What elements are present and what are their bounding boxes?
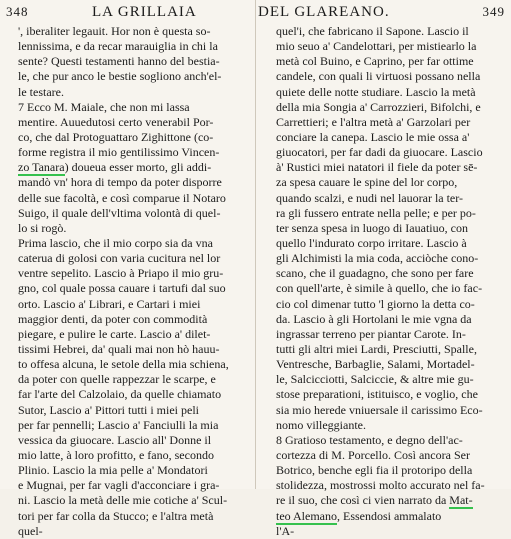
text-line: l'A-: [276, 523, 295, 538]
text-line: da poter con quelle rappezzar le scarpe, e: [18, 372, 216, 387]
text-line: con quell'arte, è simile à quello, che io fac-: [276, 281, 483, 296]
text-line: re il suo, che così ci vien narrato da Mat-: [276, 493, 473, 508]
text-line: forme registra il mio gentilissimo Vincen-: [18, 145, 220, 160]
text-line: nomo villeggiante.: [276, 417, 366, 432]
text-line: teo Alemano, Essendosi ammalato: [276, 508, 442, 523]
text-line: caterua di golosi con varia cucitura nel lor: [18, 251, 221, 266]
text-line: cio col dimenar tutto 'l giorno la detta co-: [276, 296, 475, 311]
text-line: le, che pur anco le bestie sogliono anch'el-: [18, 69, 222, 84]
text-line: 7 Ecco M. Maiale, che non mi lassa: [18, 99, 190, 114]
text-line: maggior denti, da poter con commodità: [18, 311, 208, 326]
text-line: Ventresche, Barbaglie, Salami, Mortadel-: [276, 357, 475, 372]
text-line: candele, con quali li virtuosi possano nella: [276, 69, 481, 84]
text-line: tissimi Hebrei, da' quali mai non hò hauu-: [18, 341, 220, 356]
text-line: zo Tanara) doueua esser morto, gli addi-: [18, 160, 212, 175]
text-line: lo si rogò.: [18, 220, 67, 235]
text-line: lennissima, e da recar marauiglia in chi la: [18, 39, 218, 54]
text-line: tori per far colla da Stucco; e l'altra metà: [18, 508, 214, 523]
text-line: Botrico, benche egli fia il protoripo della: [276, 463, 473, 478]
text-line: e Mugnai, per far vagli d'acconciare i gra-: [18, 478, 220, 493]
text-line: co, che dal Protoguattaro Zighittone (co-: [18, 129, 214, 144]
left-running-header: [0, 3, 255, 21]
text-line: Plinio. Lascio la mia pelle a' Mondatori: [18, 463, 208, 478]
text-line: à' Rustici miei natatori il fiele da poter sē-: [276, 160, 478, 175]
text-line: sente? Questi testamenti hanno del bestia-: [18, 54, 220, 69]
text-line: conciare la canepa. Lascio le mie ossa a': [276, 129, 470, 144]
highlighted-name: Mat-: [449, 493, 473, 508]
text-line: giuocatori, per far dadi da giuocare. Lascio: [276, 145, 483, 160]
text-line: ni. Lascio la metà delle mie cotiche a' Scul-: [18, 493, 228, 508]
right-running-header: [256, 3, 511, 21]
text-line: vessica da giuocare. Lascio all' Donne il: [18, 432, 212, 447]
right-page-number: 349: [482, 4, 505, 19]
left-page-number: 348: [6, 4, 29, 19]
text-line: stolidezza, mostrossi molto accurato nel fa-: [276, 478, 485, 493]
text-line: ra gli fussero entrate nella pelle; e per po-: [276, 205, 476, 220]
text-line: ', iberaliter legauit. Hor non è questa so-: [18, 24, 211, 38]
highlighted-name: zo Tanara: [18, 160, 65, 175]
text-line: mentire. Auuedutosi certo venerabil Por-: [18, 114, 214, 129]
text-line: stose preparationi, istituisco, e voglio, che: [276, 387, 478, 402]
highlighted-name: teo Alemano: [276, 508, 337, 523]
left-running-head: LA GRILLAIA: [92, 4, 197, 20]
right-page: [256, 0, 511, 538]
text-line: piegare, e pulire le carte. Lascio a' dilet-: [18, 326, 211, 341]
text-line: ter senza spesa in luogo di Iauatiuo, con: [276, 220, 468, 235]
text-line: ventre sepelito. Lascio à Priapo il mio gru-: [18, 266, 224, 281]
text-line: per far pennelli; Lascio a' Fanciulli la mia: [18, 417, 219, 432]
text-line: ingrassar terreno per piantar Carote. In-: [276, 326, 466, 341]
text-line: metà col Buino, e Caprino, per far ottime: [276, 54, 474, 69]
text-line: Prima lascio, che il mio corpo sia da vna: [18, 235, 213, 250]
text-line: gno, col quale possa cauare i tartufi dal suo: [18, 281, 226, 296]
right-text-block: [256, 24, 511, 539]
text-line: za spesa cauare le spine del lor corpo,: [276, 175, 458, 190]
text-line: le testare.: [18, 84, 64, 99]
text-line: Carrettieri; e l'altra metà a' Garzolari per: [276, 114, 471, 129]
text-line: 8 Gratioso testamento, e degno dell'ac-: [276, 432, 463, 447]
text-line: le, Salcicciotti, Salciccie, & altre mie gu-: [276, 372, 474, 387]
text-line: quiete delle notte studiare. Lascio la metà: [276, 84, 476, 99]
text-line: Suigo, il quale dell'vltima volontà di quel-: [18, 205, 221, 220]
text-line: tutti gli altri miei Lardi, Presciutti, Spalle,: [276, 341, 477, 356]
text-line: quello l'indurato corpo irritare. Lascio à: [276, 235, 467, 250]
text-line: mandò vn' hora di tempo da poter disporre: [18, 175, 222, 190]
text-line: orto. Lascio a' Librari, e Cartari i miei: [18, 296, 201, 311]
text-line: scano, che il guadagno, che sono per fare: [276, 266, 474, 281]
text-line: delle sue facoltà, e così comparue il Notaro: [18, 190, 226, 205]
text-line: quando scalzi, e nudi nel lauorar la ter-: [276, 190, 464, 205]
text-line: da. Lascio à gli Hortolani le mie vgna da: [276, 311, 472, 326]
text-line: della mia Songia a' Carrozzieri, Bifolchi, e: [276, 99, 481, 114]
text-line: Sutor, Lascio a' Pittori tutti i miei peli: [18, 402, 199, 417]
left-text-block: [0, 24, 255, 539]
text-line: far l'arte del Calzolaio, da quelle chiamato: [18, 387, 222, 402]
right-running-head: DEL GLAREANO.: [258, 4, 390, 20]
text-line: cortezza di M. Porcello. Così ancora Ser: [276, 447, 470, 462]
text-line: sia mio herede vniuersale il carissimo Eco-: [276, 402, 483, 417]
text-line: quel-: [18, 523, 43, 538]
text-line: to offesa alcuna, le setole della mia schiena,: [18, 357, 229, 372]
text-line: mio latte, à loro profitto, e fano, secondo: [18, 447, 214, 462]
text-line: mio seuo a' Candelottari, per mistiearlo la: [276, 39, 477, 54]
text-line: gli Alchimisti la mia coda, acciòche cono-: [276, 251, 479, 266]
text-line: quel'i, che fabricano il Sapone. Lascio il: [276, 24, 469, 38]
